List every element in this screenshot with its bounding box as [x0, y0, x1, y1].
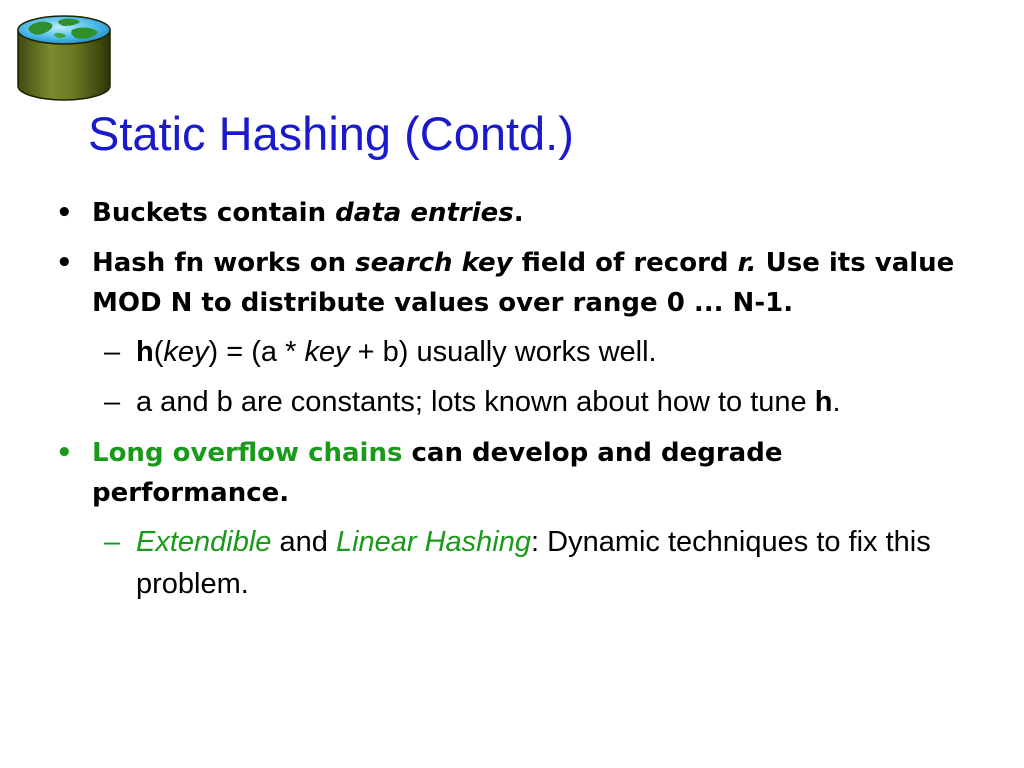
term-h: h — [814, 386, 833, 418]
term-record-r: r. — [737, 248, 757, 278]
bullet-overflow-chains — [0, 433, 964, 513]
bullet-text: . — [513, 198, 524, 228]
bullet-buckets — [0, 193, 964, 233]
sub-text: a and b are constants; lots known about how to tune — [136, 386, 815, 418]
slide-title: Static Hashing (Contd.) — [88, 107, 574, 160]
dash-marker: – — [104, 386, 121, 418]
sub-bullet-dynamic-techniques — [0, 521, 966, 605]
bullet-text: can develop and degrade performance. — [92, 438, 783, 508]
bullet-hash-fn — [0, 243, 964, 323]
term-long-overflow-chains: Long overflow chains — [92, 438, 403, 468]
sub-text: ) = (a * — [208, 336, 305, 368]
bullet-text: Use its value MOD N to distribute values over range 0 ... N-1. — [92, 248, 955, 318]
bullet-text: Buckets contain — [92, 198, 336, 228]
dash-marker: – — [104, 336, 121, 368]
term-data-entries: data entries — [335, 198, 514, 228]
term-h: h — [136, 336, 154, 368]
term-search-key: search key — [355, 248, 513, 278]
sub-bullet-hash-formula — [0, 331, 966, 373]
globe-cylinder-icon — [14, 12, 114, 104]
term-key: key — [304, 336, 350, 368]
term-linear-hashing: Linear Hashing — [335, 526, 532, 558]
sub-bullet-constants — [0, 381, 966, 423]
bullet-marker: • — [56, 438, 73, 468]
term-key: key — [163, 336, 209, 368]
dash-marker: – — [104, 526, 121, 558]
bullet-marker: • — [56, 198, 73, 228]
slide-body — [0, 193, 1024, 605]
term-extendible: Extendible — [136, 526, 272, 558]
bullet-text: field of record — [512, 248, 738, 278]
bullet-marker: • — [56, 248, 73, 278]
sub-text: + b) usually works well. — [349, 336, 657, 368]
sub-text: and — [271, 526, 336, 558]
bullet-text: Hash fn works on — [92, 248, 356, 278]
sub-text: ( — [153, 336, 164, 368]
sub-text: : Dynamic techniques to fix this problem. — [136, 526, 931, 600]
sub-text: . — [832, 386, 841, 418]
